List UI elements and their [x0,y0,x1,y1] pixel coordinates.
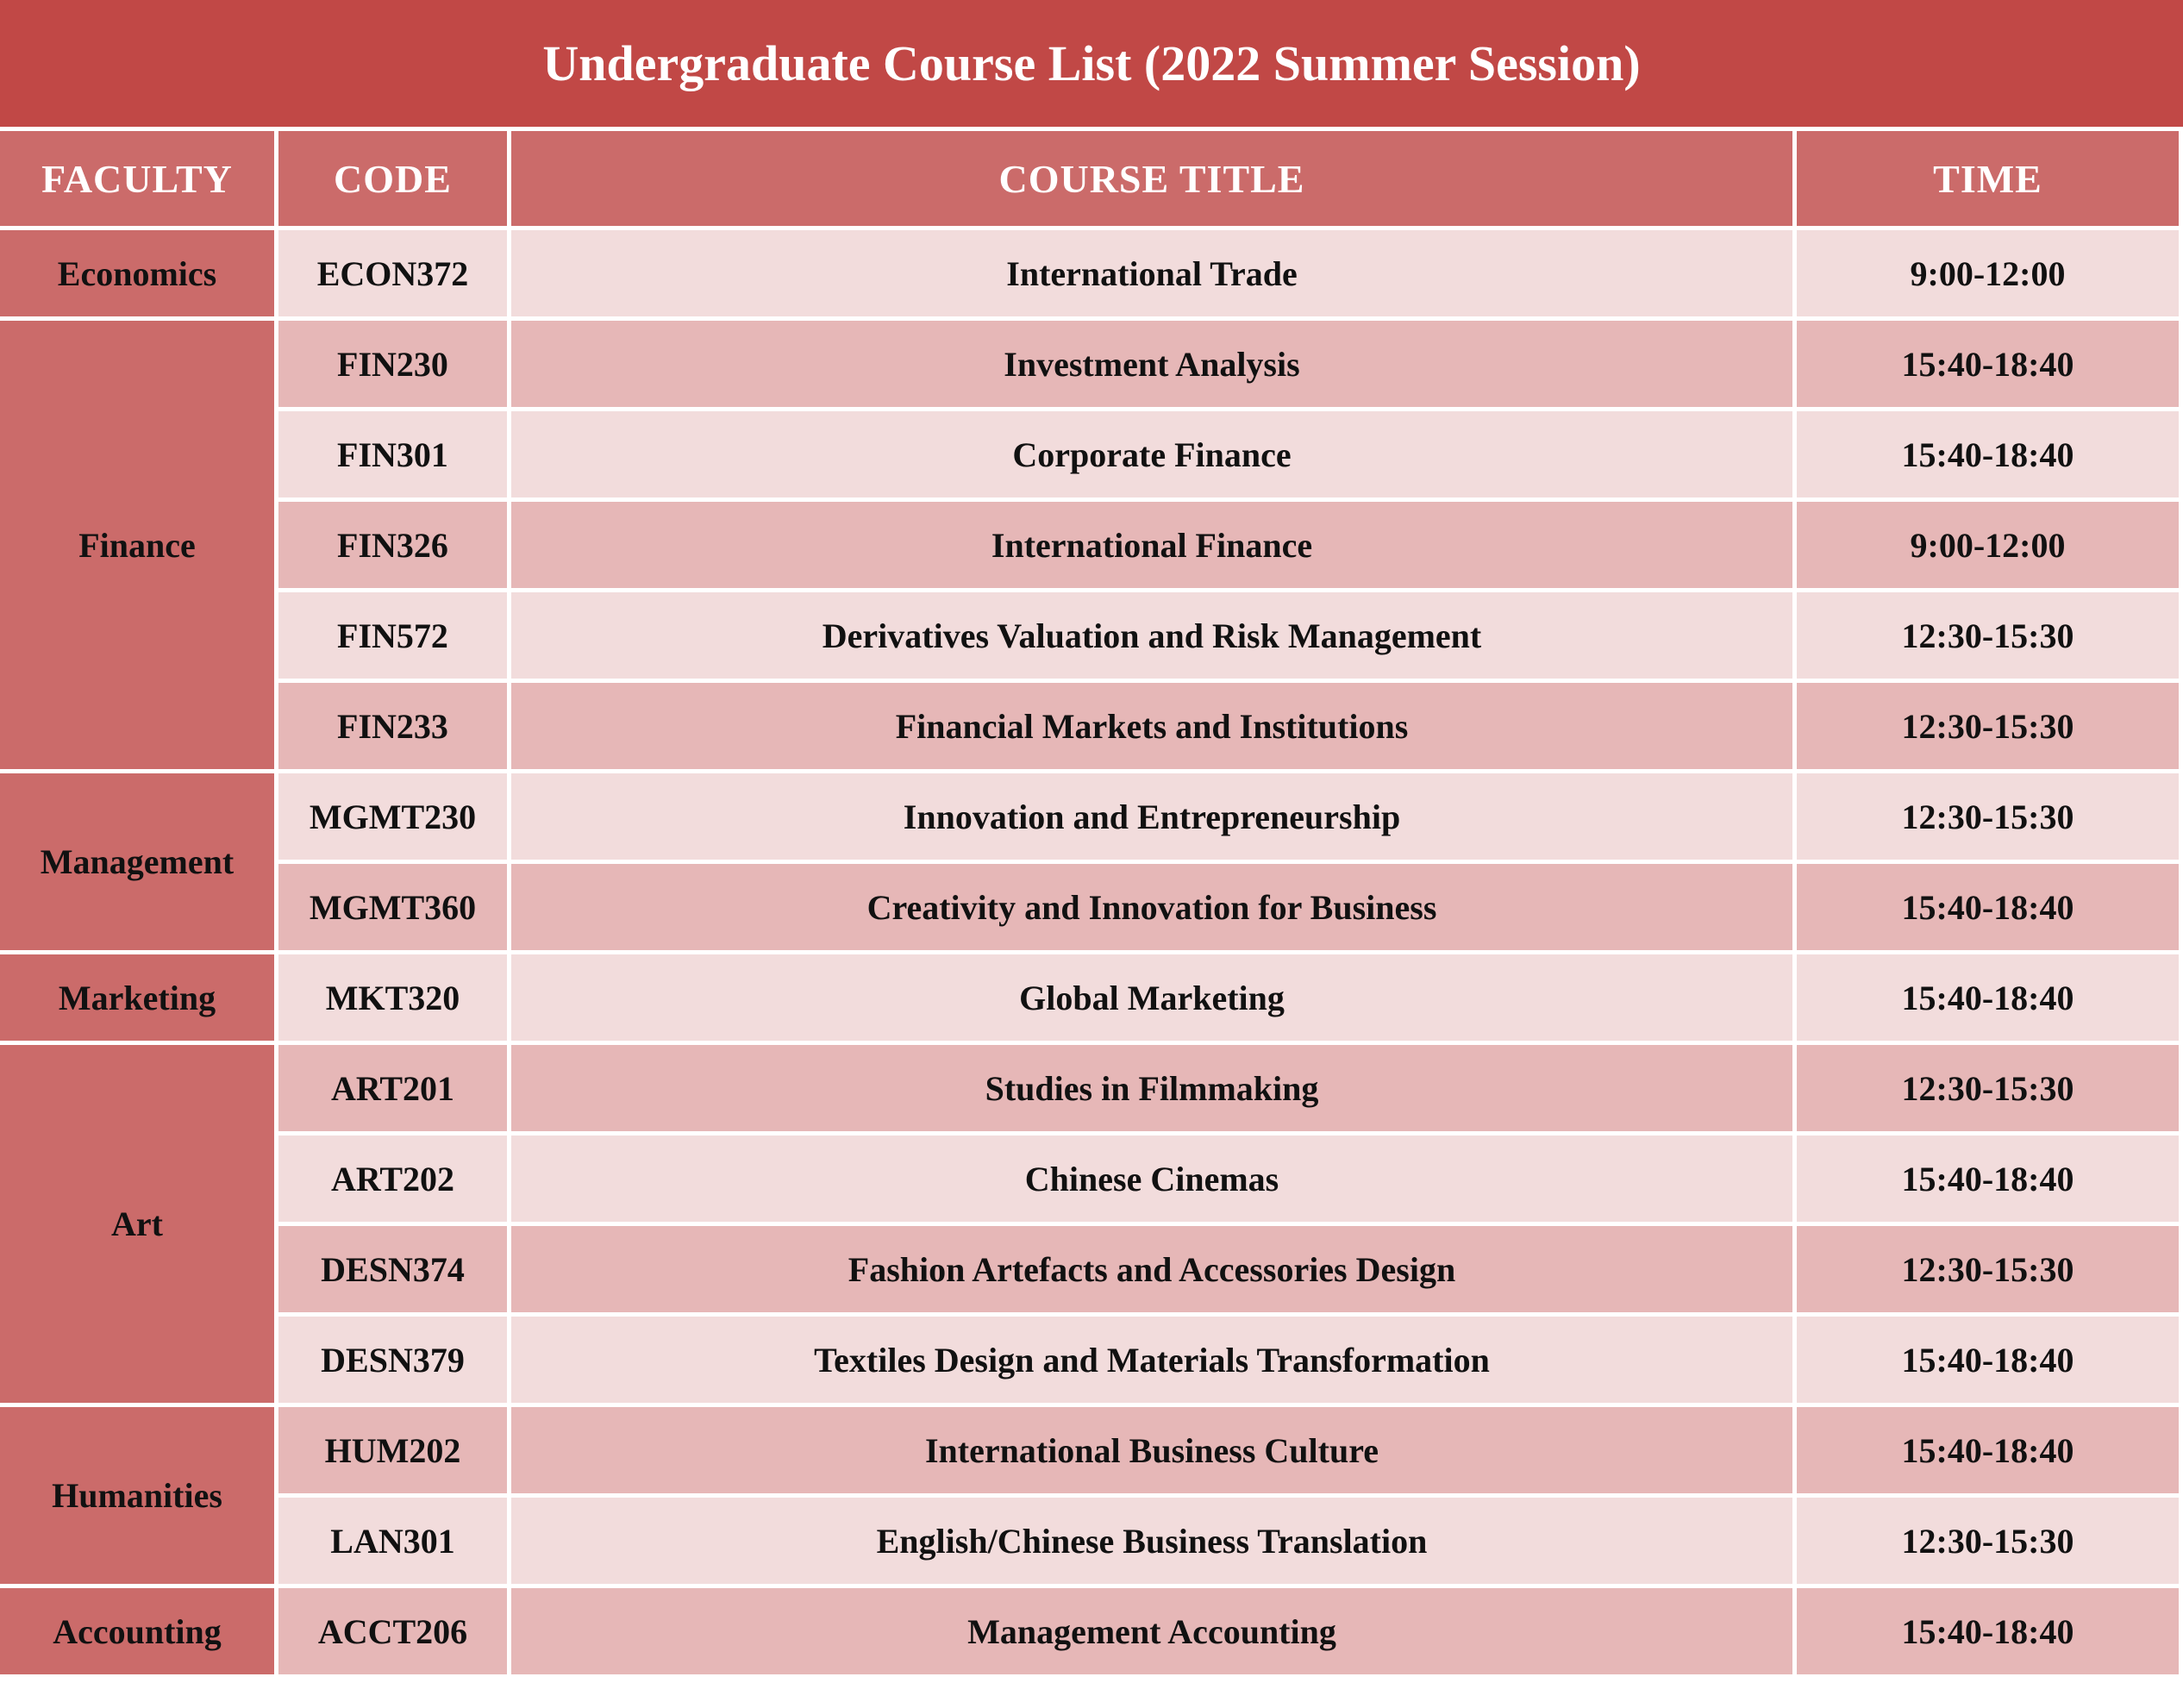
course-title-cell: Financial Markets and Institutions [511,683,1792,769]
table-row [0,1317,2179,1403]
course-code-cell: ECON372 [278,230,507,316]
course-time-cell: 12:30-15:30 [1797,1498,2179,1584]
course-title-cell: Creativity and Innovation for Business [511,864,1792,950]
table-row [0,502,2179,588]
course-code-cell: ACCT206 [278,1588,507,1674]
course-title-cell: English/Chinese Business Translation [511,1498,1792,1584]
table-row [0,411,2179,497]
course-code-cell: DESN374 [278,1226,507,1312]
course-title-cell: Textiles Design and Materials Transformation [511,1317,1792,1403]
table-row [0,954,2179,1041]
table-row [0,1407,2179,1493]
course-time-cell: 15:40-18:40 [1797,1407,2179,1493]
course-code-cell: MGMT360 [278,864,507,950]
course-title-cell: Innovation and Entrepreneurship [511,773,1792,860]
course-time-cell: 15:40-18:40 [1797,864,2179,950]
course-time-cell: 15:40-18:40 [1797,954,2179,1041]
table-row [0,1226,2179,1312]
table-row [0,864,2179,950]
course-title-cell: Chinese Cinemas [511,1136,1792,1222]
table-row [0,230,2179,316]
course-code-cell: FIN301 [278,411,507,497]
table-row [0,592,2179,679]
course-time-cell: 12:30-15:30 [1797,1226,2179,1312]
faculty-cell: Finance [0,321,274,769]
course-code-cell: ART202 [278,1136,507,1222]
course-title-cell: Derivatives Valuation and Risk Management [511,592,1792,679]
course-code-cell: FIN326 [278,502,507,588]
page-title: Undergraduate Course List (2022 Summer Session) [0,0,2183,127]
course-code-cell: ART201 [278,1045,507,1131]
course-time-cell: 9:00-12:00 [1797,502,2179,588]
course-title-cell: International Finance [511,502,1792,588]
faculty-cell: Humanities [0,1407,274,1584]
course-time-cell: 15:40-18:40 [1797,411,2179,497]
course-time-cell: 12:30-15:30 [1797,773,2179,860]
course-table-body [0,230,2179,1674]
faculty-cell: Art [0,1045,274,1403]
faculty-cell: Management [0,773,274,950]
header-course-title: COURSE TITLE [511,131,1792,226]
faculty-cell: Accounting [0,1588,274,1674]
header-code: CODE [278,131,507,226]
course-code-cell: FIN572 [278,592,507,679]
course-title-cell: International Trade [511,230,1792,316]
course-code-cell: FIN230 [278,321,507,407]
course-code-cell: HUM202 [278,1407,507,1493]
table-row [0,683,2179,769]
course-time-cell: 12:30-15:30 [1797,683,2179,769]
faculty-cell: Economics [0,230,274,316]
faculty-cell: Marketing [0,954,274,1041]
table-row [0,1498,2179,1584]
table-row [0,1136,2179,1222]
table-row [0,1588,2179,1674]
course-title-cell: Fashion Artefacts and Accessories Design [511,1226,1792,1312]
course-title-cell: International Business Culture [511,1407,1792,1493]
header-row [0,131,2179,226]
course-time-cell: 15:40-18:40 [1797,321,2179,407]
course-time-cell: 12:30-15:30 [1797,592,2179,679]
course-code-cell: LAN301 [278,1498,507,1584]
course-title-cell: Studies in Filmmaking [511,1045,1792,1131]
course-title-cell: Corporate Finance [511,411,1792,497]
course-time-cell: 15:40-18:40 [1797,1136,2179,1222]
course-code-cell: MGMT230 [278,773,507,860]
course-code-cell: DESN379 [278,1317,507,1403]
course-code-cell: FIN233 [278,683,507,769]
course-title-cell: Investment Analysis [511,321,1792,407]
course-time-cell: 15:40-18:40 [1797,1317,2179,1403]
course-title-cell: Management Accounting [511,1588,1792,1674]
course-time-cell: 12:30-15:30 [1797,1045,2179,1131]
course-code-cell: MKT320 [278,954,507,1041]
table-row [0,773,2179,860]
course-title-cell: Global Marketing [511,954,1792,1041]
header-faculty: FACULTY [0,131,274,226]
header-time: TIME [1797,131,2179,226]
table-row [0,321,2179,407]
table-row [0,1045,2179,1131]
course-time-cell: 15:40-18:40 [1797,1588,2179,1674]
course-table [0,127,2183,1679]
course-time-cell: 9:00-12:00 [1797,230,2179,316]
